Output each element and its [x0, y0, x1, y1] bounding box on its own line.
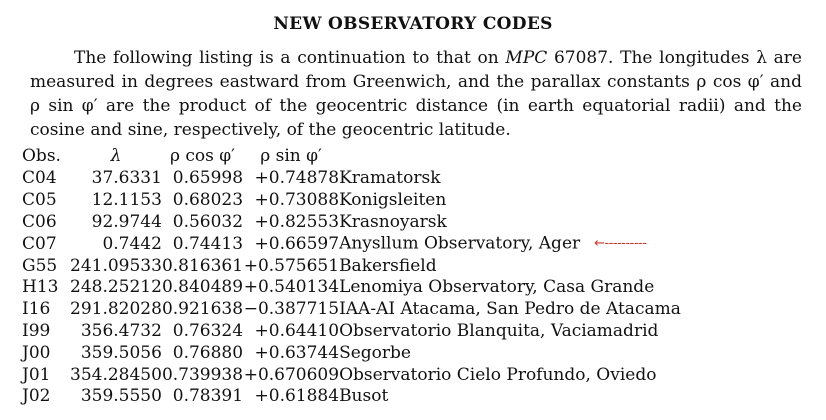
longitude-cell-text: 359.5056 — [80, 342, 162, 363]
rho-sin-cell-text: +0.575651 — [243, 255, 340, 276]
obs-code-cell-text: J02 — [22, 386, 51, 407]
longitude-cell — [70, 321, 162, 343]
obs-code-cell — [22, 168, 70, 190]
observatory-name-cell-text: Observatorio Cielo Profundo, Oviedo — [339, 364, 657, 385]
header-rho-cos: ρ cos φ′ — [169, 146, 236, 166]
observatory-name-cell-text: IAA-AI Atacama, San Pedro de Atacama — [339, 299, 681, 320]
header-longitude: λ — [110, 146, 122, 166]
longitude-cell-text: 12.1153 — [91, 189, 162, 210]
rho-cos-cell — [162, 386, 243, 408]
table-row — [22, 277, 681, 299]
rho-sin-cell-text: +0.73088 — [254, 189, 340, 210]
rho-cos-cell-text: 0.65998 — [172, 168, 244, 188]
rho-cos-cell-text: 0.78391 — [172, 386, 244, 407]
obs-code-cell — [22, 277, 70, 299]
observatory-name-cell-text: Lenomiya Observatory, Casa Grande — [339, 277, 655, 298]
longitude-cell — [70, 168, 162, 190]
observatory-name-cell-text: Anysllum Observatory, Ager — [339, 233, 581, 254]
arrow-left-icon: ←---------- — [594, 236, 647, 252]
rho-sin-cell — [243, 168, 339, 190]
rho-sin-cell — [243, 321, 339, 343]
observatory-codes-table — [22, 145, 681, 408]
rho-sin-cell — [243, 212, 339, 234]
rho-sin-cell — [243, 190, 339, 212]
page-title: NEW OBSERVATORY CODES — [273, 14, 553, 34]
obs-code-cell — [22, 386, 70, 408]
longitude-cell — [70, 343, 162, 365]
obs-code-cell — [22, 190, 70, 212]
mpc-reference: MPC — [505, 48, 548, 68]
obs-code-cell — [22, 233, 70, 255]
longitude-cell — [70, 386, 162, 408]
rho-cos-cell-text: 0.74413 — [172, 233, 244, 254]
rho-sin-cell-text: +0.66597 — [254, 233, 340, 254]
rho-cos-cell — [162, 365, 243, 387]
rho-sin-cell — [243, 365, 339, 387]
table-row — [22, 365, 681, 387]
observatory-name-cell — [339, 233, 681, 255]
obs-code-cell — [22, 256, 70, 278]
observatory-name-cell — [339, 256, 681, 278]
longitude-cell-text: 291.82028 — [70, 299, 162, 320]
rho-sin-cell-text: −0.387715 — [243, 299, 340, 320]
longitude-cell-text: 0.7442 — [102, 233, 162, 254]
rho-cos-cell-text: 0.921638 — [161, 299, 244, 320]
observatory-name-cell-text: Bakersfield — [339, 255, 437, 276]
rho-cos-cell-text: 0.816361 — [161, 255, 244, 276]
rho-sin-cell-text: +0.64410 — [254, 320, 340, 341]
obs-code-cell — [22, 365, 70, 387]
obs-code-cell-text: G55 — [22, 255, 58, 276]
obs-code-cell-text: J01 — [22, 364, 51, 385]
table-row — [22, 168, 681, 190]
obs-code-cell-text: C05 — [22, 189, 57, 210]
obs-code-cell-text: H13 — [22, 277, 59, 298]
obs-code-cell-text: C04 — [22, 168, 57, 188]
intro-text-part1: The following listing is a continuation to that on — [74, 48, 506, 68]
rho-cos-cell — [162, 299, 243, 321]
longitude-cell-text: 37.6331 — [91, 168, 162, 188]
observatory-name-cell — [339, 190, 681, 212]
longitude-cell — [70, 277, 162, 299]
table-body — [22, 168, 681, 408]
observatory-name-cell — [339, 277, 681, 299]
header-rho-sin: ρ sin φ′ — [260, 146, 322, 166]
observatory-name-cell — [339, 212, 681, 234]
observatory-name-cell — [339, 343, 681, 365]
longitude-cell-text: 359.5550 — [80, 386, 162, 407]
obs-code-cell-text: C07 — [22, 233, 57, 254]
obs-code-cell — [22, 212, 70, 234]
obs-code-cell — [22, 299, 70, 321]
table-row — [22, 386, 681, 408]
rho-cos-cell — [162, 277, 243, 299]
longitude-cell — [70, 190, 162, 212]
rho-cos-cell-text: 0.56032 — [172, 211, 244, 232]
rho-cos-cell-text: 0.76324 — [172, 320, 244, 341]
observatory-name-cell-text: Krasnoyarsk — [339, 211, 447, 232]
table-row — [22, 321, 681, 343]
obs-code-cell — [22, 321, 70, 343]
longitude-cell-text: 241.09533 — [70, 255, 162, 276]
obs-code-cell-text: I99 — [22, 320, 51, 341]
rho-sin-cell — [243, 233, 339, 255]
longitude-cell — [70, 299, 162, 321]
intro-text-part2: 67087. The longitudes λ are measured in degrees eastward from Greenwich, and the parallax constants ρ cos φ′ and ρ sin φ′ are the product of the geocentric distance (in earth equatorial radii) and the cosine and sine, respectively, of the geocentric latitude. — [30, 48, 802, 140]
table-header-row — [22, 145, 681, 168]
rho-cos-cell-text: 0.68023 — [172, 189, 244, 210]
table-row — [22, 190, 681, 212]
longitude-cell-text: 356.4732 — [80, 320, 162, 341]
observatory-name-cell — [339, 386, 681, 408]
obs-code-cell-text: C06 — [22, 211, 57, 232]
obs-code-cell-text: J00 — [22, 342, 51, 363]
rho-cos-cell — [162, 343, 243, 365]
observatory-name-cell — [339, 321, 681, 343]
rho-cos-cell-text: 0.76880 — [172, 342, 244, 363]
obs-code-cell — [22, 343, 70, 365]
rho-sin-cell — [243, 256, 339, 278]
observatory-name-cell-text: Konigsleiten — [339, 189, 447, 210]
rho-cos-cell — [162, 233, 243, 255]
observatory-name-cell-text: Busot — [339, 386, 389, 407]
rho-sin-cell — [243, 277, 339, 299]
longitude-cell-text: 92.9744 — [91, 211, 162, 232]
observatory-name-cell-text: Segorbe — [339, 342, 411, 363]
observatory-name-cell-text: Observatorio Blanquita, Vaciamadrid — [339, 320, 659, 341]
longitude-cell-text: 354.28450 — [70, 364, 162, 385]
obs-code-cell-text: I16 — [22, 299, 51, 320]
observatory-name-cell-text: Kramatorsk — [339, 168, 441, 188]
table-row — [22, 212, 681, 234]
longitude-cell — [70, 233, 162, 255]
rho-cos-cell — [162, 168, 243, 190]
rho-cos-cell — [162, 256, 243, 278]
longitude-cell — [70, 256, 162, 278]
rho-sin-cell-text: +0.540134 — [243, 277, 340, 298]
header-obs: Obs. — [22, 146, 61, 166]
observatory-name-cell — [339, 168, 681, 190]
rho-sin-cell-text: +0.74878 — [254, 168, 340, 188]
observatory-name-cell — [339, 299, 681, 321]
rho-cos-cell-text: 0.840489 — [161, 277, 244, 298]
table-row — [22, 299, 681, 321]
observatory-name-cell — [339, 365, 681, 387]
rho-cos-cell — [162, 212, 243, 234]
intro-paragraph — [30, 46, 802, 142]
table-row — [22, 256, 681, 278]
longitude-cell — [70, 365, 162, 387]
table-row — [22, 343, 681, 365]
rho-sin-cell-text: +0.61884 — [254, 386, 340, 407]
rho-cos-cell-text: 0.739938 — [161, 364, 244, 385]
rho-sin-cell — [243, 299, 339, 321]
rho-sin-cell — [243, 343, 339, 365]
longitude-cell-text: 248.25212 — [70, 277, 162, 298]
rho-sin-cell-text: +0.63744 — [254, 342, 340, 363]
rho-sin-cell-text: +0.670609 — [243, 364, 340, 385]
rho-sin-cell-text: +0.82553 — [254, 211, 340, 232]
rho-cos-cell — [162, 321, 243, 343]
rho-sin-cell — [243, 386, 339, 408]
longitude-cell — [70, 212, 162, 234]
rho-cos-cell — [162, 190, 243, 212]
table-row — [22, 233, 681, 255]
